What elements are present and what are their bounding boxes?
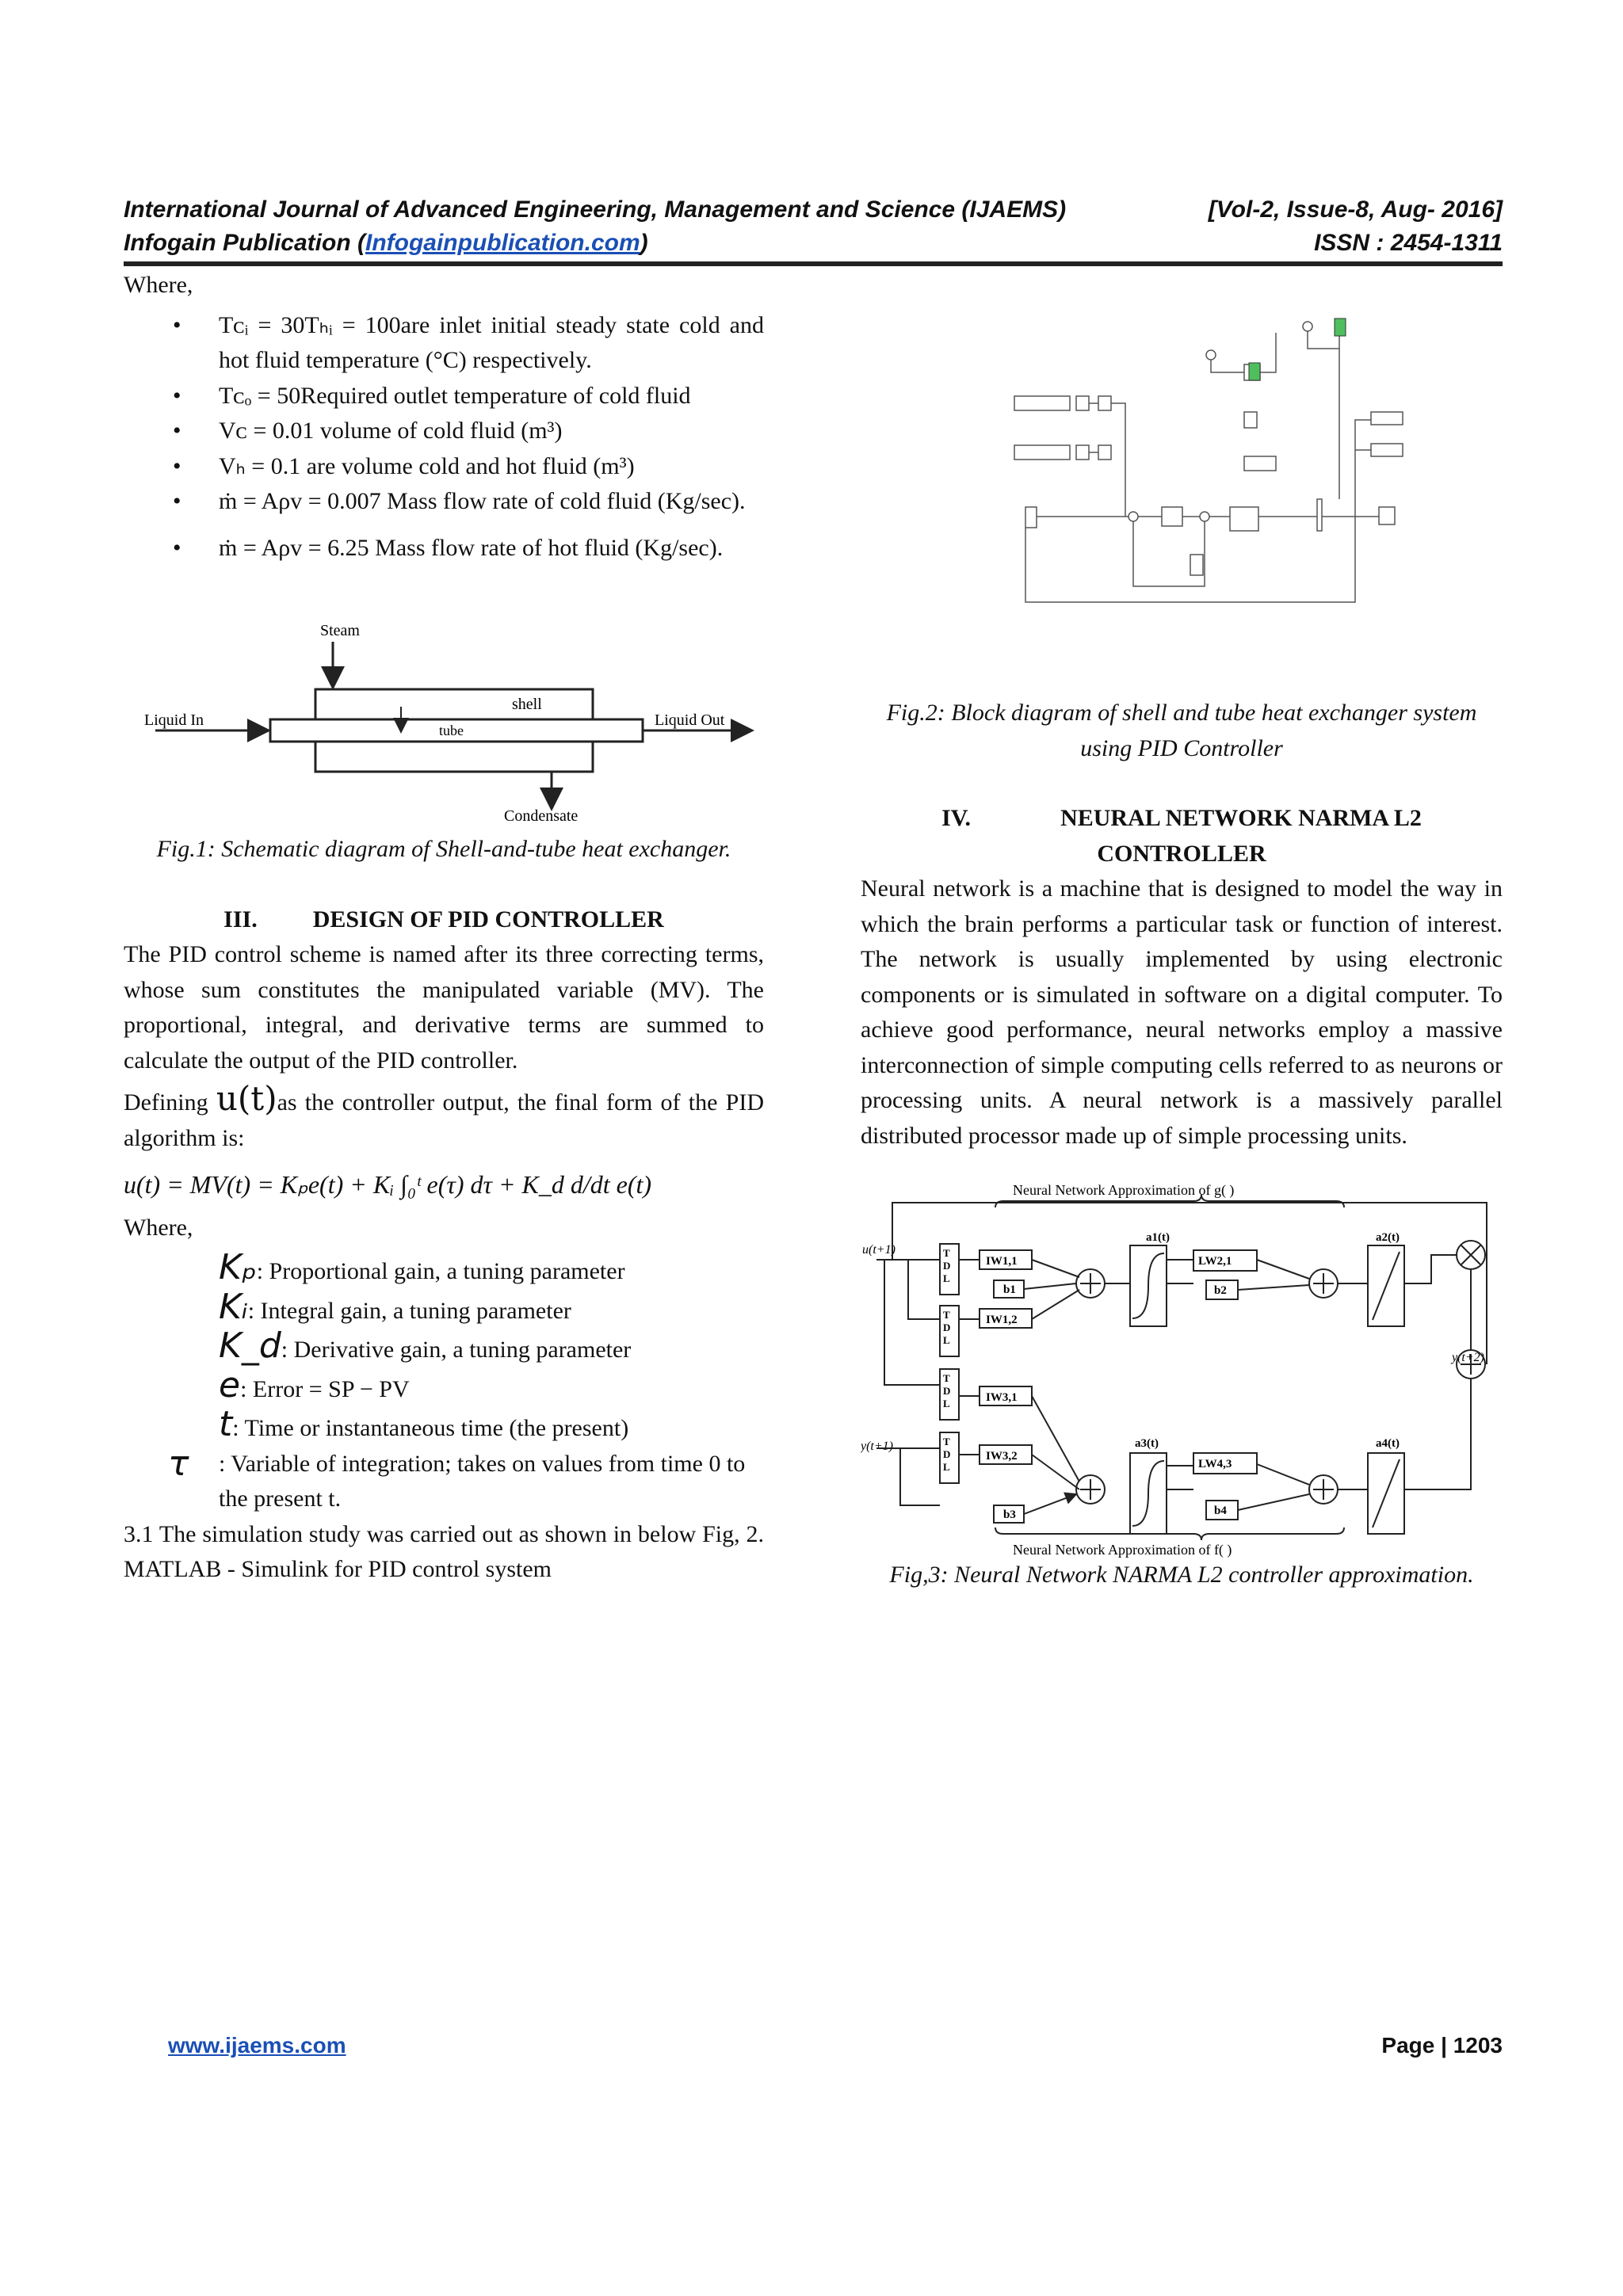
issn: ISSN : 2454-1311 [1314,230,1503,256]
def-kp: Kₚ: Proportional gain, a tuning parameter [219,1247,625,1287]
signal-label: a1(t) [1146,1231,1170,1244]
y-input-label: y(t+1) [861,1440,893,1453]
svg-text:T: T [943,1309,950,1321]
block-label: LW4,3 [1198,1458,1232,1470]
block-label: LW2,1 [1198,1255,1232,1268]
svg-text:D: D [943,1385,951,1397]
left-column [124,268,764,566]
fig2-simulink-diagram [1006,317,1419,618]
tube-label: tube [439,723,464,738]
signal-label: a2(t) [1376,1231,1400,1244]
where-label: Where, [124,272,193,298]
bullet-item: • ṁ = Aρv = 0.007 Mass flow rate of cold fluid (Kg/sec). [124,484,764,520]
pid-equation: u(t) = MV(t) = Kₚe(t) + Kᵢ ∫₀ᵗ e(τ) dτ + K_d d/dt e(t) [124,1170,652,1199]
volume-issue: [Vol-2, Issue-8, Aug- 2016] [1208,196,1503,223]
block-label: b2 [1214,1284,1227,1297]
block-label: IW3,2 [986,1450,1018,1463]
bullet-item: • Tᴄₒ = 50Required outlet temperature of cold fluid [124,379,764,414]
page-number: Page | 1203 [1381,2033,1503,2058]
block-label: IW3,1 [986,1391,1018,1404]
shell-bottom [315,742,593,772]
block-label: b1 [1003,1283,1016,1296]
svg-text:L: L [943,1461,950,1473]
section-3-heading: III. DESIGN OF PID CONTROLLER [223,906,664,933]
kd-symbol: K_d [219,1325,281,1366]
block-label: IW1,1 [986,1255,1018,1268]
tdl-label: T [943,1247,950,1259]
left-column-lower [124,832,764,1588]
signal-label: a4(t) [1376,1437,1400,1450]
liquid-out-label: Liquid Out [655,711,725,729]
bullet-item: • Vᴄ = 0.01 volume of cold fluid (m³) [124,414,764,449]
signal-label: a3(t) [1135,1437,1159,1450]
fig3-caption-block [861,1558,1503,1593]
t-symbol: t [219,1404,233,1444]
svg-text:D: D [943,1322,951,1333]
def-time: t: Time or instantaneous time (the present) [219,1404,629,1444]
shell-label: shell [512,696,542,713]
condensate-label: Condensate [504,807,579,824]
section-4-paragraph: Neural network is a machine that is designed to model the way in which the brain performs a particular task or function of interest. The network is usually implemented by using electronic components or is simulated in software on a digital computer. To achieve good performance, neural networks employ a massive interconnection of simple computing cells referred to as neurons or processing units. A neural network is a massively parallel distributed processor made up of simple processing units. [861,875,1503,1149]
fig3-bottom-label: Neural Network Approximation of f( ) [1013,1542,1232,1558]
ki-symbol: Kᵢ [219,1286,248,1327]
fig3-top-label: Neural Network Approximation of g( ) [1013,1182,1235,1198]
svg-text:L: L [943,1398,950,1409]
fig1-schematic [139,618,758,824]
svg-text:L: L [943,1272,950,1284]
fig2-caption: Fig.2: Block diagram of shell and tube heat exchanger system using PID Controller [886,700,1477,761]
block-label: b4 [1214,1505,1227,1517]
brace-bottom [995,1527,1344,1540]
svg-text:D: D [943,1448,951,1460]
section-4-heading: IV. NEURAL NETWORK NARMA L2 CONTROLLER [941,805,1422,867]
def-ki: Kᵢ: Integral gain, a tuning parameter [219,1286,571,1327]
block-label: b3 [1003,1508,1016,1521]
fig3-narma-diagram [861,1180,1503,1561]
block-label: IW1,2 [986,1314,1018,1326]
publisher: Infogain Publication (Infogainpublication.com) [124,230,648,256]
shell-top [315,689,593,719]
svg-text:L: L [943,1334,950,1346]
defining-line: Defining u(t)as the controller output, the final form of the PID algorithm is: [124,1079,764,1151]
def-tau: τ : Variable of integration; takes on values from time 0 to the present t. [168,1443,746,1512]
u-input-label: u(t+1) [862,1243,896,1257]
fig3-caption: Fig,3: Neural Network NARMA L2 controller approximation. [889,1562,1474,1588]
journal-title: International Journal of Advanced Engineering, Management and Science (IJAEMS) [124,196,1067,223]
header-rule [124,261,1503,266]
svg-text:T: T [943,1372,950,1384]
tau-symbol: τ [168,1443,189,1484]
kp-symbol: Kₚ [219,1247,257,1287]
journal-url-link[interactable]: www.ijaems.com [168,2033,346,2058]
steam-label: Steam [320,622,360,639]
section-3-paragraph: The PID control scheme is named after its three correcting terms, whose sum constitutes the manipulated variable (MV). The proportional, integral, and derivative terms are summed to calculate the output of the PID controller. [124,941,764,1074]
liquid-in-label: Liquid In [144,711,204,729]
def-kd: K_d: Derivative gain, a tuning parameter [219,1325,632,1366]
u-of-t-symbol: u(t) [216,1079,277,1118]
simulation-paragraph: 3.1 The simulation study was carried out as shown in below Fig, 2. MATLAB - Simulink for PID control system [124,1520,764,1582]
svg-text:T: T [943,1436,950,1447]
svg-text:D: D [943,1260,951,1272]
def-error: e: Error = SP − PV [219,1364,410,1405]
publisher-link[interactable]: Infogainpublication.com [365,230,640,256]
where-label-2: Where, [124,1214,193,1241]
right-column [861,696,1503,1154]
y-output-label: y(t+2) [1452,1351,1484,1364]
bullet-item: • Tᴄᵢ = 30Tₕᵢ = 100are inlet initial steady state cold and hot fluid temperature (°C) respectively. [124,308,764,379]
e-symbol: e [219,1364,241,1405]
bullet-item: • ṁ = Aρv = 6.25 Mass flow rate of hot fluid (Kg/sec). [124,531,764,566]
fig1-caption: Fig.1: Schematic diagram of Shell-and-tube heat exchanger. [156,836,731,862]
bullet-item: • Vₕ = 0.1 are volume cold and hot fluid (m³) [124,449,764,485]
